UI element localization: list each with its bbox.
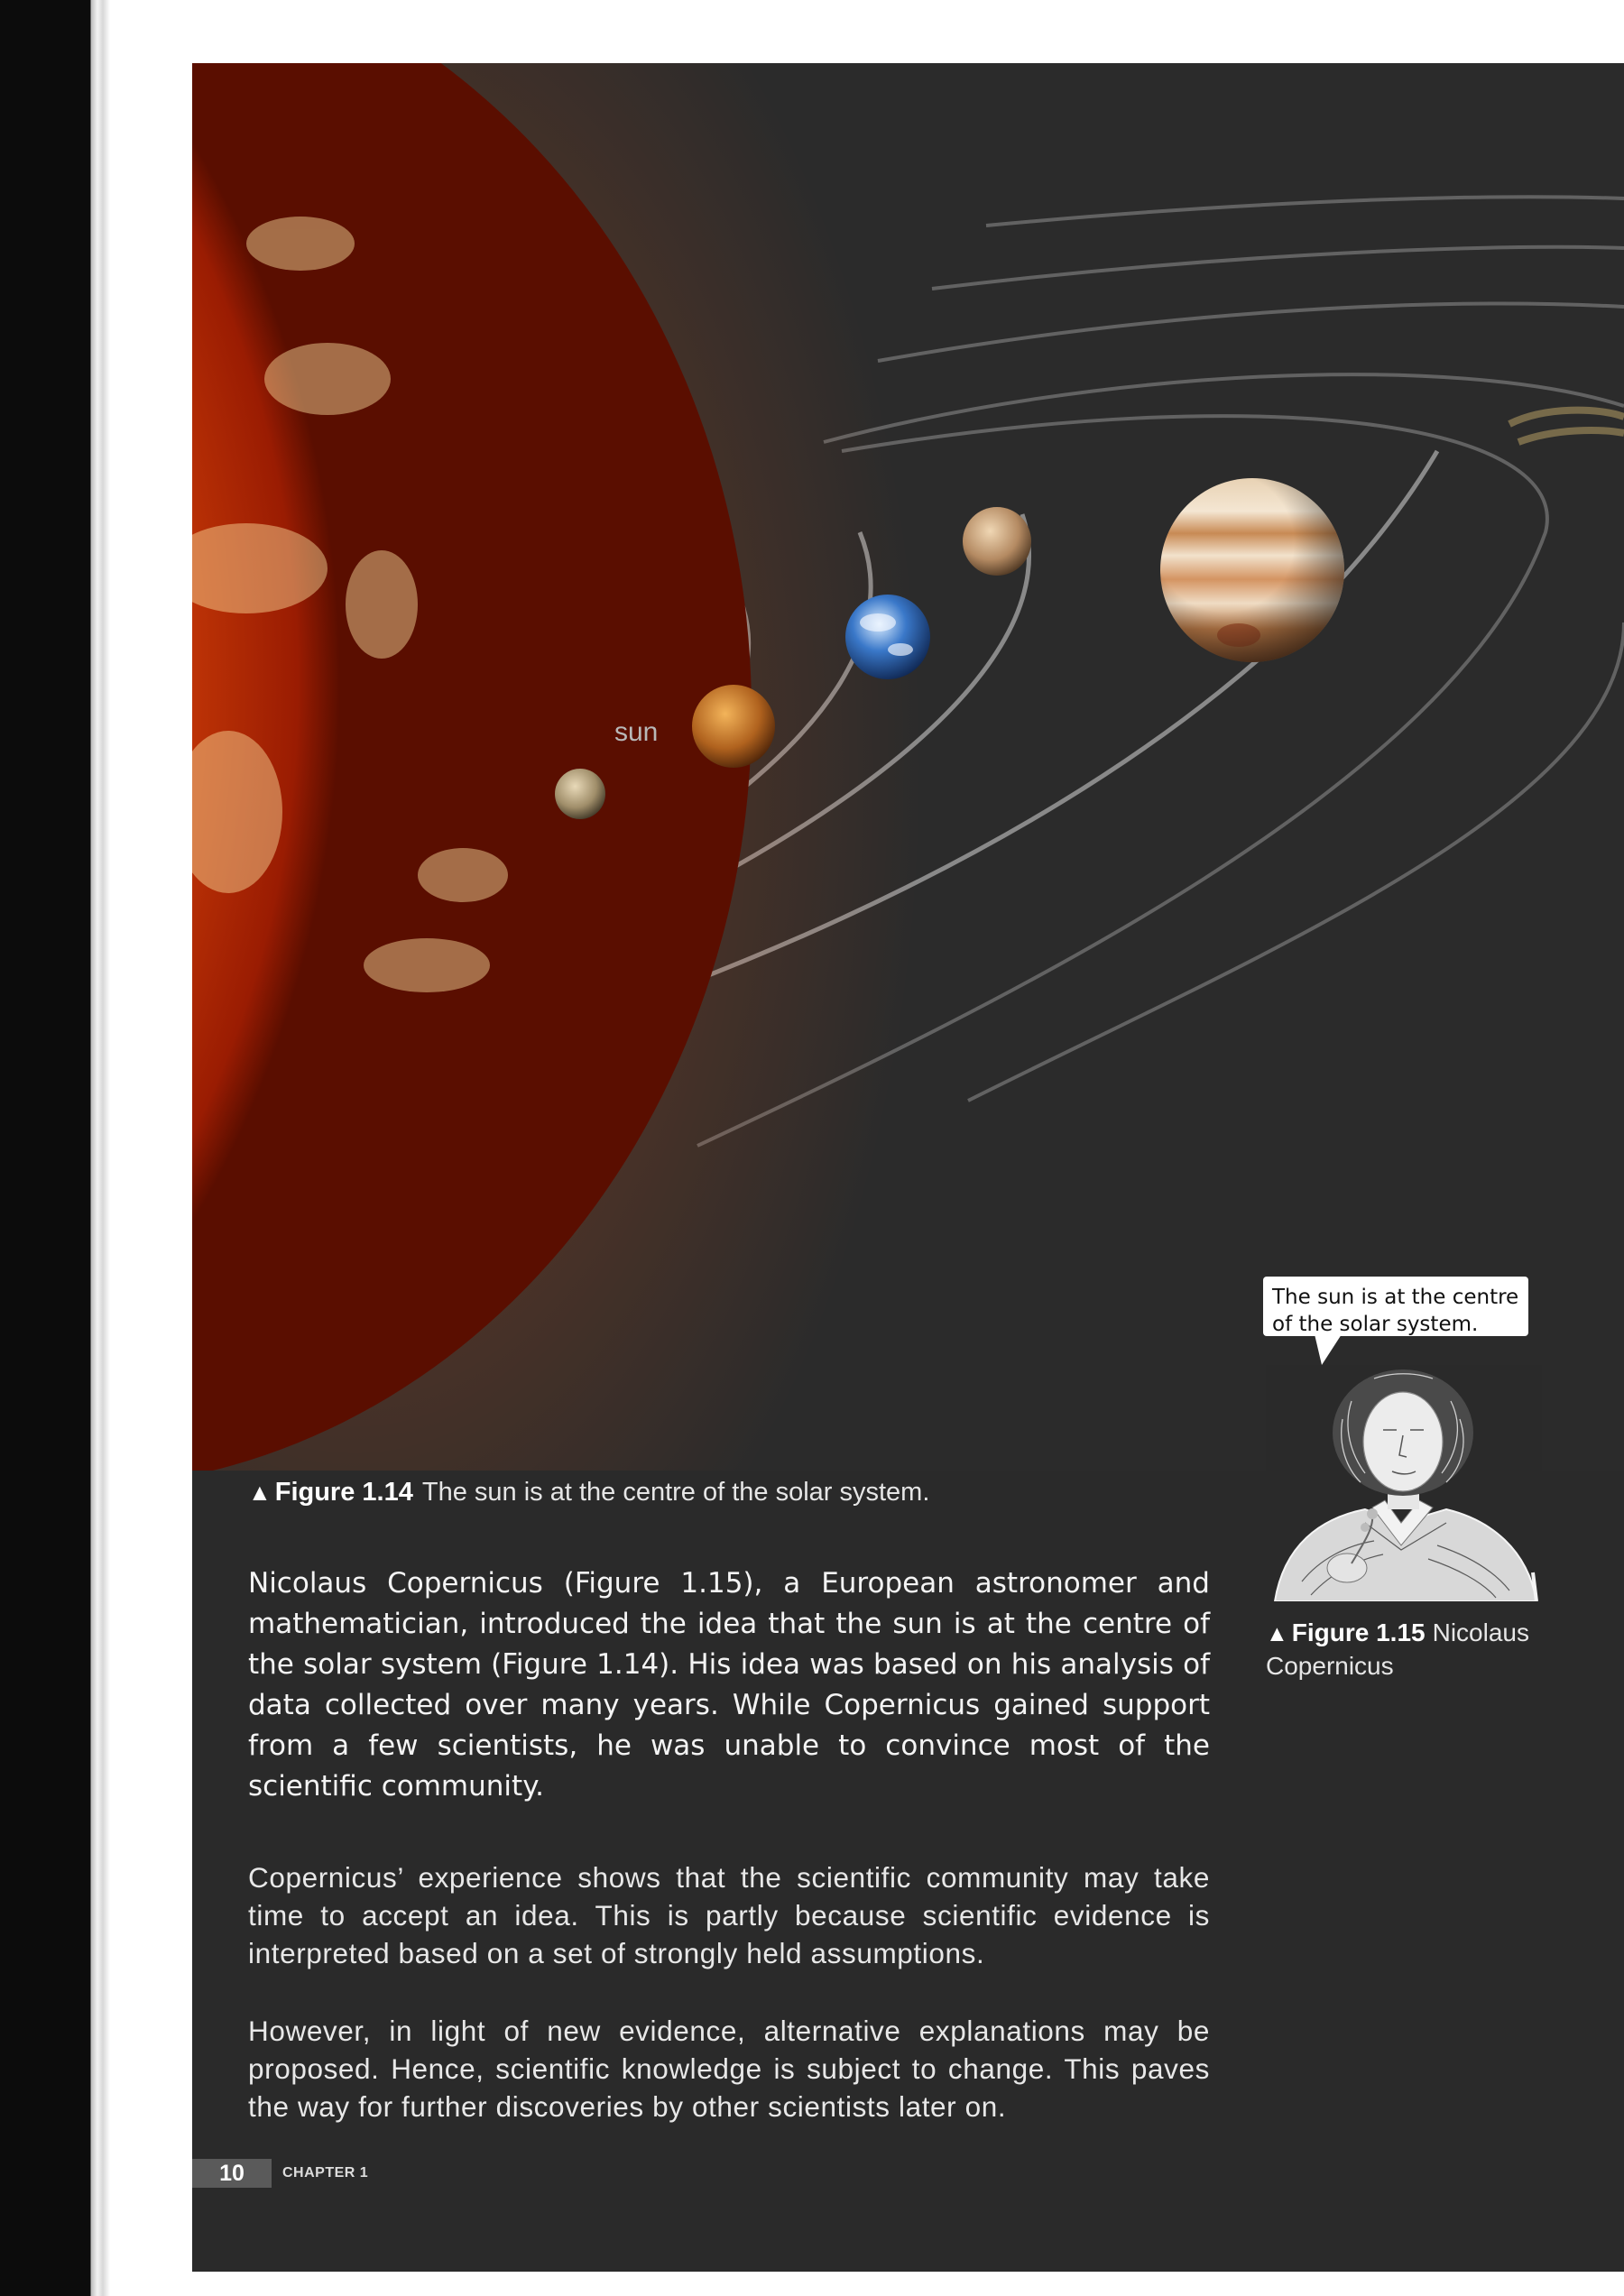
copernicus-portrait [1266,1365,1542,1601]
portrait-caption-text: Nicolaus Copernicus [1266,1618,1529,1680]
triangle-icon: ▲ [1266,1621,1288,1646]
sun-label: sun [614,717,659,747]
textbook-page [192,63,1624,2272]
venus-planet [692,685,775,768]
portrait-caption [1266,1617,1536,1683]
page-footer [192,2159,553,2188]
speech-bubble-tail [1315,1334,1342,1365]
triangle-icon: ▲ [248,1479,272,1506]
figure-caption-text: The sun is at the centre of the solar system. [421,1478,930,1507]
speech-bubble: The sun is at the centre of the solar system. [1263,1277,1528,1336]
figure-caption [248,1478,1060,1508]
mercury-planet [555,769,605,819]
intro-paragraph: Nicolaus Copernicus (Figure 1.15), a European astronomer and mathematician, introduced the idea that the sun is at the centre of the solar system (Figure 1.14). His idea was based on his analysis of data collected over many years. While Copernicus gained support from a few scientists, he was unable to convince most of the scientific community. [248,1567,1210,1803]
page-number: 10 [192,2159,272,2188]
solar-system-illustration [192,63,1624,1471]
paragraph-assumptions: Copernicus’ experience shows that the scientific community may take time to accept an idea. This is partly because scientific evidence is interpreted based on a set of strongly held assumptions. [248,1861,1210,1969]
jupiter-planet [1160,478,1344,662]
earth-planet [845,595,930,679]
portrait-figure-number: Figure 1.15 [1291,1618,1426,1646]
paragraph-new-evidence: However, in light of new evidence, alternative explanations may be proposed. Hence, scientific knowledge is subject to change. This paves the way for further discoveries by other scientists later on. [248,2015,1210,2123]
chapter-label: CHAPTER 1 [282,2165,369,2181]
figure-number: Figure 1.14 [274,1478,413,1507]
mars-planet [963,507,1031,576]
